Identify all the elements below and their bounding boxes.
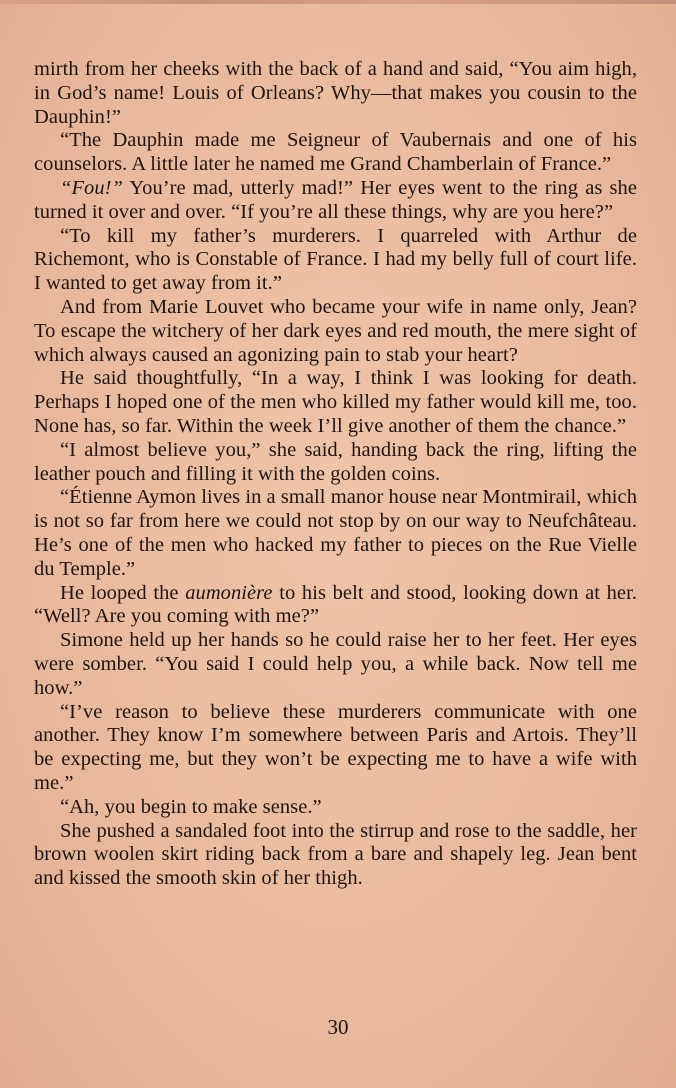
paragraph [34,629,637,700]
paragraph [34,129,637,177]
paragraph [34,701,637,796]
page-top-edge [0,0,676,4]
paragraph [34,796,637,820]
paragraph [34,177,637,225]
text-run: And from Marie Louvet who became your wife in name only, Jean? To escape the witchery of her dark eyes and red mouth, the mere sight of which always caused an agonizing pain to stab your heart? [34,295,637,366]
text-run: “I almost believe you,” she said, handing back the ring, lifting the leather pouch and filling it with the golden coins. [34,438,637,485]
text-run: “Étienne Aymon lives in a small manor house near Montmirail, which is not so far from here we could not stop by on our way to Neufchâteau. He’s one of the men who hacked my father to pieces on the Rue Vielle du Temple.” [34,486,637,580]
italic-text: “Fou!” [60,176,123,199]
text-run: “I’ve reason to believe these murderers communicate with one another. They know I’m somewhere between Paris and Artois. They’ll be expecting me, but they won’t be expecting me to have a wife with me.” [34,700,637,794]
paragraph [34,296,637,367]
text-run: She pushed a sandaled foot into the stirrup and rose to the saddle, her brown woolen skirt riding back from a bare and shapely leg. Jean bent and kissed the smooth skin of her thigh. [34,819,637,890]
page-number: 30 [327,1015,349,1039]
text-run: He looped the [60,581,186,604]
text-run: mirth from her cheeks with the back of a hand and said, “You aim high, in God’s name! Louis of Orleans? Why—that makes you cousin to the Dauphin!” [34,58,637,128]
text-run: to his belt and stood, looking down at her. “Well? Are you coming with me?” [34,581,637,628]
paragraph [34,225,637,296]
paragraph [34,582,637,630]
text-run: “Ah, you begin to make sense.” [60,795,322,818]
paragraph [34,439,637,487]
text-run: He said thoughtfully, “In a way, I think I was looking for death. Perhaps I hoped one of the men who killed my father would kill me, too. None has, so far. Within the week I’ll give another of them the chance.” [34,367,637,437]
paragraph [34,367,637,438]
text-run: Simone held up her hands so he could raise her to her feet. Her eyes were somber. “You said I could help you, a while back. Now tell me how.” [34,629,637,699]
paragraph [34,486,637,581]
text-run: “The Dauphin made me Seigneur of Vaubernais and one of his counselors. A little later he named me Grand Chamberlain of France.” [34,129,637,176]
paragraph [34,58,637,129]
paragraph [34,820,637,891]
text-run: You’re mad, utterly mad!” Her eyes went to the ring as she turned it over and over. “If you’re all these things, why are you here?” [34,176,637,223]
text-run: “To kill my father’s murderers. I quarreled with Arthur de Richemont, who is Constable of France. I had my belly full of court life. I wanted to get away from it.” [34,224,637,295]
body-text [34,58,637,891]
italic-text: aumonière [185,581,273,604]
